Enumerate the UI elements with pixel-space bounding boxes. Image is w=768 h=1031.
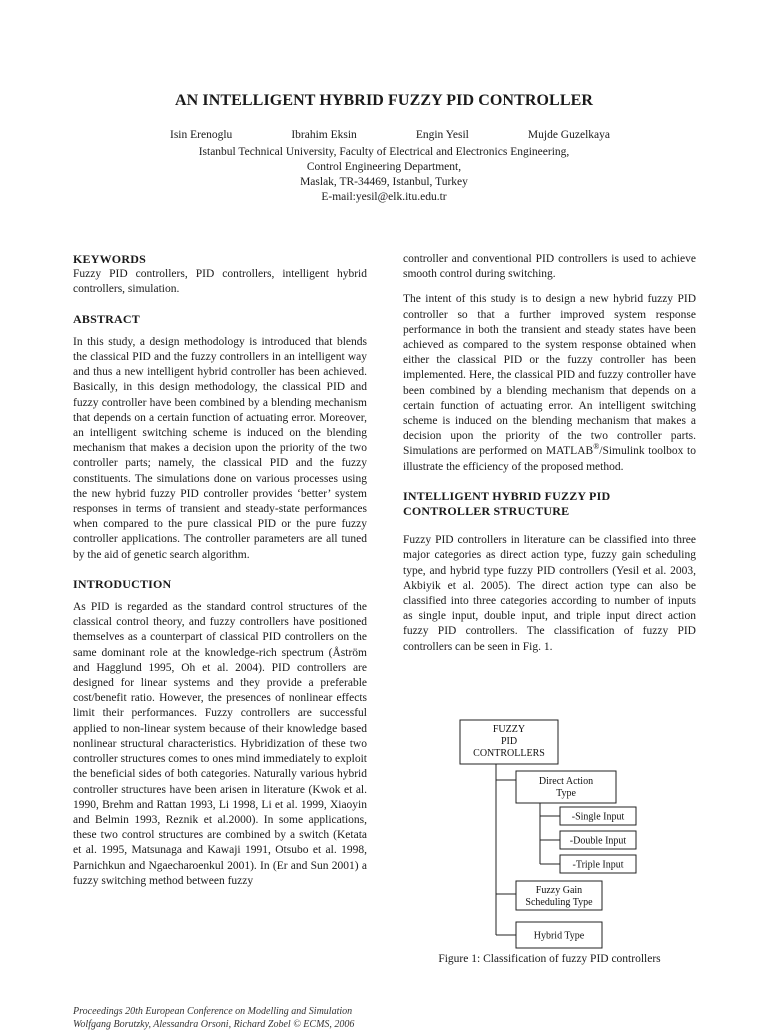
figure-caption: Figure 1: Classification of fuzzy PID controllers xyxy=(403,953,696,965)
left-column xyxy=(73,252,367,889)
affiliation-address: Maslak, TR-34469, Istanbul, Turkey xyxy=(0,176,768,188)
intent-paragraph: The intent of this study is to design a new hybrid fuzzy PID controller so that a further improved system response performance in both the transient and steady states have been achieved as compared to the system response obtained when either the classical PID or the fuzzy controller has been implemented. Here, the classical PID and fuzzy controller have been combined by a blending mechanism that depends on a certain function of actuating error. An intelligent switching scheme is induced on the blending mechanism that makes a decision upon the priority of the two controller parts. Simulations are performed on MATLAB®/Simulink toolbox to illustrate the efficiency of the proposed method. xyxy=(403,292,696,474)
right-column xyxy=(403,252,696,655)
root-node-label: PID xyxy=(501,736,517,747)
page-footer xyxy=(73,1006,393,1031)
figure-1-diagram xyxy=(456,712,646,952)
introduction-continuation: controller and conventional PID controllers is used to achieve smooth control during switching. xyxy=(403,252,696,282)
author-name: Isin Erenoglu xyxy=(170,129,232,141)
fuzzy-gain-label: Scheduling Type xyxy=(525,897,593,908)
abstract-heading: ABSTRACT xyxy=(73,312,367,327)
keywords-text: Fuzzy PID controllers, PID controllers, intelligent hybrid controllers, simulation. xyxy=(73,267,367,297)
affiliation-email: E-mail:yesil@elk.itu.edu.tr xyxy=(0,191,768,203)
author-list xyxy=(170,129,610,141)
author-name: Ibrahim Eksin xyxy=(291,129,356,141)
author-name: Engin Yesil xyxy=(416,129,469,141)
affiliation-department: Control Engineering Department, xyxy=(0,161,768,173)
footer-line: Proceedings 20th European Conference on Modelling and Simulation xyxy=(73,1006,393,1019)
paper-title: AN INTELLIGENT HYBRID FUZZY PID CONTROLLER xyxy=(0,92,768,110)
hybrid-label: Hybrid Type xyxy=(534,931,585,942)
root-node-label: FUZZY xyxy=(493,724,525,735)
keywords-heading: KEYWORDS xyxy=(73,252,367,267)
introduction-text: As PID is regarded as the standard control structures of the classical control theory, and fuzzy controllers have positioned themselves as a counterpart of classical PID controllers on the same dominant role at the knowledge-rich spectrum (Åström and Hagglund 1995, Oh et al. 2004). PID controllers are designed for linear systems and they provide a preferable cost/benefit ratio. However, the presences of nonlinear effects limit their performances. Fuzzy controllers are successful applied to non-linear system because of their knowledge based nonlinear structural characteristics. Hybridization of these two controller structures comes to ones mind immediately to exploit the beneficial sides of both categories. Naturally various hybrid controller structures have been arisen in literature (Kwok et al. 1990, Brehm and Rattan 1993, Li 1998, Li et al. 1999, Xiaoyin and Belmin 1993, Reznik et al.2000). In some applications, these two control structures are combined by a switch (Ketata et al. 1995, Matsunaga and Kawaji 1991, Otsubo et al. 1998, Parnichkun and Ngaecharoenkul 2001). In (Er and Sun 2001) a fuzzy switching method between fuzzy xyxy=(73,600,367,889)
direct-action-label: Type xyxy=(556,788,576,799)
root-node-label: CONTROLLERS xyxy=(473,748,545,759)
author-name: Mujde Guzelkaya xyxy=(528,129,610,141)
introduction-heading: INTRODUCTION xyxy=(73,577,367,592)
abstract-text: In this study, a design methodology is introduced that blends the classical PID and the fuzzy controllers in an intelligent way and thus a new intelligent hybrid controller has been achieved. Basically, in this design methodology, the classical PID and fuzzy controller have been combined by a blending mechanism that depends on a certain function of actuating error. Moreover, an intelligent switching scheme is induced on the blending mechanism that makes a decision upon the priority of the two controller parts; namely, the classical PID and the fuzzy constituents. The simulations done on various processes using the new hybrid fuzzy PID controller provides ‘better’ system responses in terms of transient and steady-state performances when compared to the pure classical PID or the pure fuzzy controller applications. The controller parameters are all tuned by the aid of genetic search algorithm. xyxy=(73,335,367,563)
fuzzy-gain-label: Fuzzy Gain xyxy=(536,885,582,896)
triple-input-label: -Triple Input xyxy=(572,860,623,871)
structure-heading: INTELLIGENT HYBRID FUZZY PID CONTROLLER STRUCTURE xyxy=(403,489,696,519)
structure-text: Fuzzy PID controllers in literature can be classified into three major categories as direct action type, fuzzy gain scheduling type, and hybrid type fuzzy PID controllers (Yesil et al. 2003, Akbiyik et al. 2005). The direct action type can also be classified into three categories according to number of inputs as single input, double input, and triple input direct action fuzzy PID controllers. The classification of fuzzy PID controllers can be seen in Fig. 1. xyxy=(403,533,696,655)
footer-line: Wolfgang Borutzky, Alessandra Orsoni, Richard Zobel © ECMS, 2006 xyxy=(73,1019,393,1031)
affiliation-university: Istanbul Technical University, Faculty of Electrical and Electronics Engineering, xyxy=(0,146,768,158)
classification-tree xyxy=(456,712,646,952)
direct-action-label: Direct Action xyxy=(539,776,593,787)
double-input-label: -Double Input xyxy=(570,836,627,847)
single-input-label: -Single Input xyxy=(572,812,625,823)
